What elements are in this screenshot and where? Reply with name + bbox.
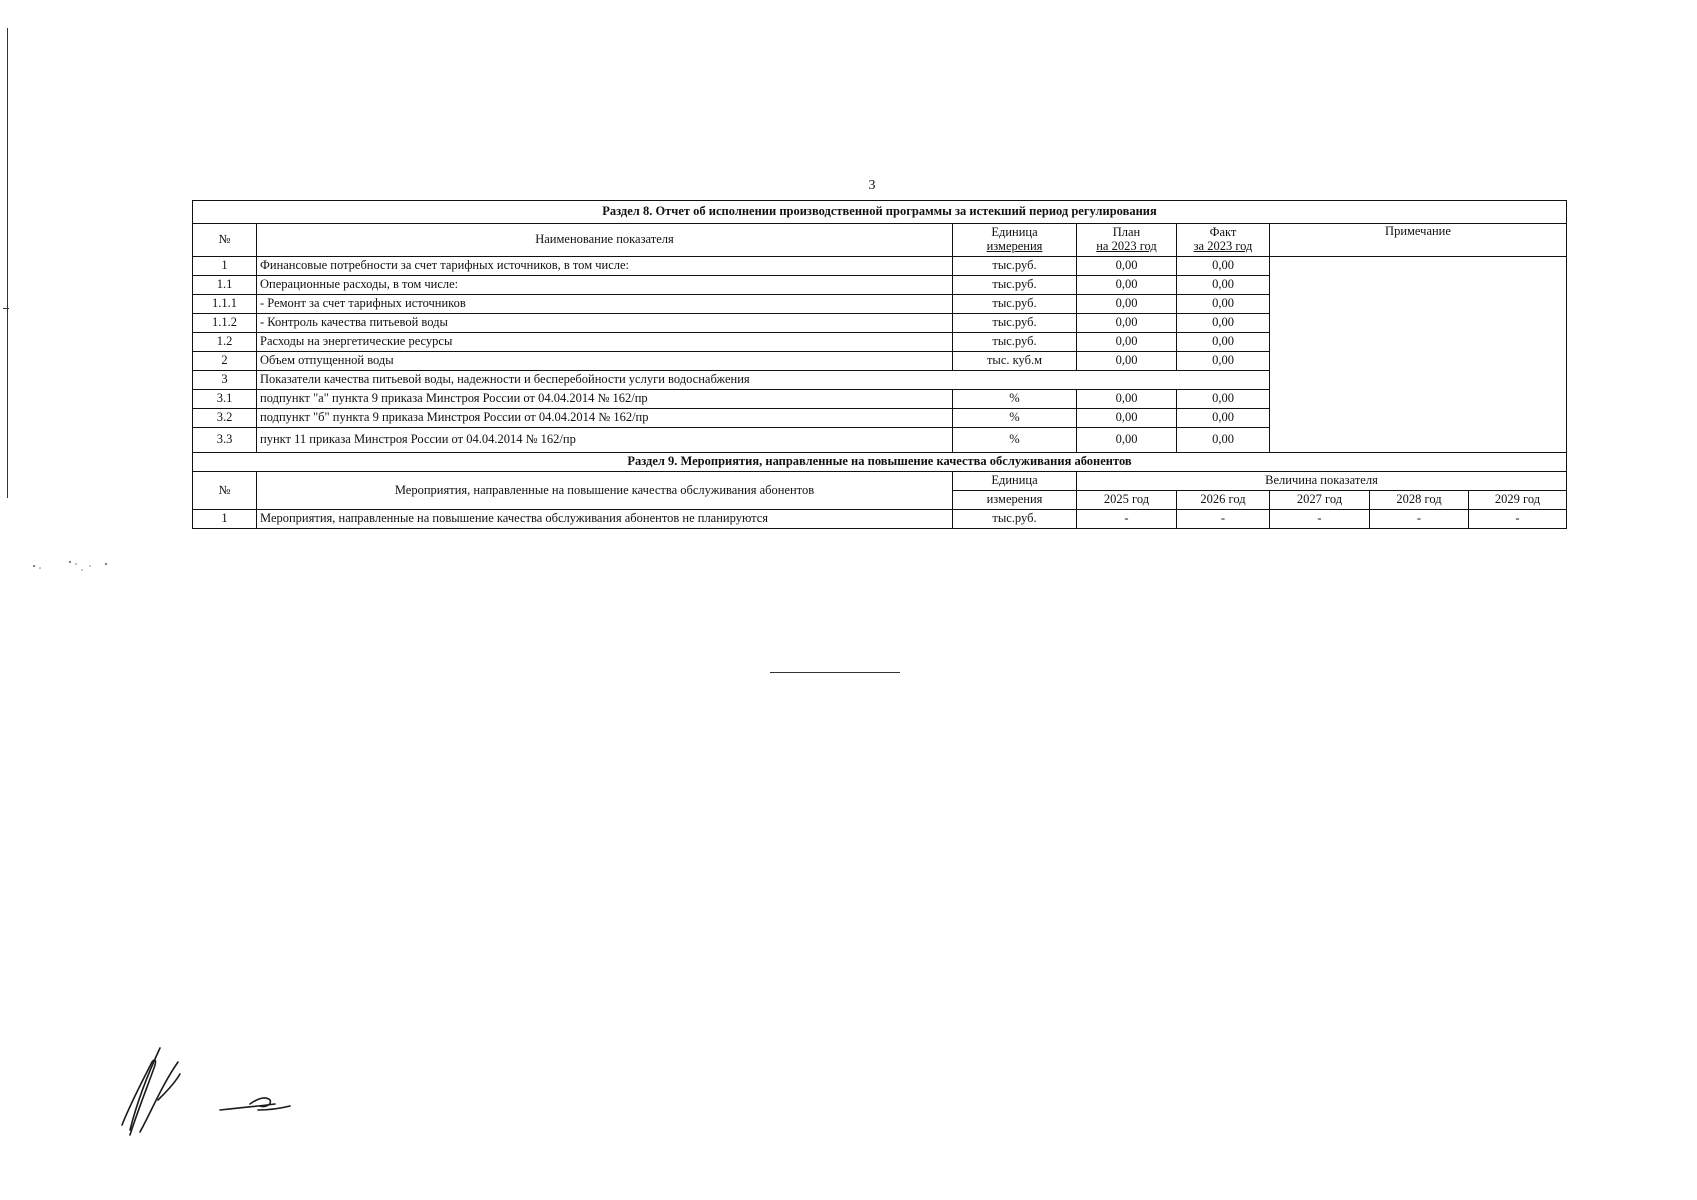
row-plan: 0,00 (1077, 314, 1177, 333)
handwritten-signature-icon (100, 1040, 320, 1140)
section8-header-note: Примечание (1270, 224, 1567, 257)
scan-margin-tick (3, 308, 9, 309)
row-fact: 0,00 (1177, 352, 1270, 371)
row-plan: 0,00 (1077, 333, 1177, 352)
row-unit: тыс.руб. (953, 295, 1077, 314)
section8-header-plan-line1: План (1112, 225, 1141, 240)
row-name: Объем отпущенной воды (257, 352, 953, 371)
scan-noise-dots (30, 558, 120, 574)
section8-header-fact-line2: за 2023 год (1193, 239, 1253, 253)
row-unit: тыс. куб.м (953, 352, 1077, 371)
section9-title: Раздел 9. Мероприятия, направленные на повышение качества обслуживания абонентов (193, 453, 1567, 472)
row-value: - (1469, 510, 1567, 529)
row-unit: % (953, 409, 1077, 428)
table-row (193, 510, 1567, 529)
row-name: Показатели качества питьевой воды, надежности и бесперебойности услуги водоснабжения (257, 371, 1270, 390)
row-fact: 0,00 (1177, 333, 1270, 352)
row-name: Операционные расходы, в том числе: (257, 276, 953, 295)
row-value: - (1370, 510, 1469, 529)
row-name: - Контроль качества питьевой воды (257, 314, 953, 333)
section8-header-fact (1177, 224, 1270, 257)
row-name: Финансовые потребности за счет тарифных источников, в том числе: (257, 257, 953, 276)
row-fact: 0,00 (1177, 409, 1270, 428)
row-unit: тыс.руб. (953, 257, 1077, 276)
row-fact: 0,00 (1177, 276, 1270, 295)
row-name: пункт 11 приказа Минстроя России от 04.04.2014 № 162/пр (257, 428, 953, 453)
section8-header-fact-line1: Факт (1209, 225, 1237, 240)
row-num: 1.2 (193, 333, 257, 352)
row-num: 3.3 (193, 428, 257, 453)
section8-header-name: Наименование показателя (257, 224, 953, 257)
row-name: Расходы на энергетические ресурсы (257, 333, 953, 352)
scan-margin-line (7, 28, 8, 498)
row-value: - (1177, 510, 1270, 529)
section8-header-unit-line2: измерения (986, 239, 1043, 253)
row-unit: тыс.руб. (953, 276, 1077, 295)
section9-header-value-group: Величина показателя (1077, 472, 1567, 491)
row-fact: 0,00 (1177, 295, 1270, 314)
section9-year-header: 2028 год (1370, 491, 1469, 510)
section8-note-cell (1270, 257, 1567, 453)
section9-year-header: 2026 год (1177, 491, 1270, 510)
section9-header-unit-line2: измерения (953, 491, 1077, 510)
section9-year-header: 2029 год (1469, 491, 1567, 510)
row-plan: 0,00 (1077, 352, 1177, 371)
section9-header-num: № (193, 472, 257, 510)
row-unit: % (953, 428, 1077, 453)
row-plan: 0,00 (1077, 409, 1177, 428)
section9-year-header: 2025 год (1077, 491, 1177, 510)
page-number: 3 (868, 178, 876, 193)
row-value: - (1077, 510, 1177, 529)
section8-header-unit-line1: Единица (991, 225, 1038, 240)
section9-year-header: 2027 год (1270, 491, 1370, 510)
section9-header-unit-line1: Единица (953, 472, 1077, 491)
section8-header-plan (1077, 224, 1177, 257)
row-unit: % (953, 390, 1077, 409)
row-plan: 0,00 (1077, 295, 1177, 314)
row-name: подпункт "а" пункта 9 приказа Минстроя России от 04.04.2014 № 162/пр (257, 390, 953, 409)
row-plan: 0,00 (1077, 276, 1177, 295)
row-fact: 0,00 (1177, 257, 1270, 276)
row-fact: 0,00 (1177, 314, 1270, 333)
section8-header-plan-line2: на 2023 год (1096, 239, 1157, 253)
row-plan: 0,00 (1077, 257, 1177, 276)
row-num: 1.1.1 (193, 295, 257, 314)
report-table (192, 200, 1567, 529)
row-num: 3.1 (193, 390, 257, 409)
row-num: 3.2 (193, 409, 257, 428)
section8-header-unit (953, 224, 1077, 257)
row-unit: тыс.руб. (953, 510, 1077, 529)
table-row (193, 257, 1567, 276)
row-unit: тыс.руб. (953, 333, 1077, 352)
row-value: - (1270, 510, 1370, 529)
row-plan: 0,00 (1077, 390, 1177, 409)
row-fact: 0,00 (1177, 428, 1270, 453)
row-num: 1 (193, 510, 257, 529)
separator-line (770, 672, 900, 673)
row-num: 1.1 (193, 276, 257, 295)
row-num: 1.1.2 (193, 314, 257, 333)
row-name: - Ремонт за счет тарифных источников (257, 295, 953, 314)
row-num: 1 (193, 257, 257, 276)
section8-title: Раздел 8. Отчет об исполнении производственной программы за истекший период регулирования (193, 201, 1567, 224)
row-fact: 0,00 (1177, 390, 1270, 409)
section8-header-num: № (193, 224, 257, 257)
row-num: 3 (193, 371, 257, 390)
row-num: 2 (193, 352, 257, 371)
row-unit: тыс.руб. (953, 314, 1077, 333)
section9-header-name: Мероприятия, направленные на повышение качества обслуживания абонентов (257, 472, 953, 510)
section8-header-row (193, 224, 1567, 257)
row-plan: 0,00 (1077, 428, 1177, 453)
row-name: подпункт "б" пункта 9 приказа Минстроя России от 04.04.2014 № 162/пр (257, 409, 953, 428)
row-name: Мероприятия, направленные на повышение качества обслуживания абонентов не планируются (257, 510, 953, 529)
section9-header-row (193, 472, 1567, 491)
report-table-container (192, 200, 1566, 529)
